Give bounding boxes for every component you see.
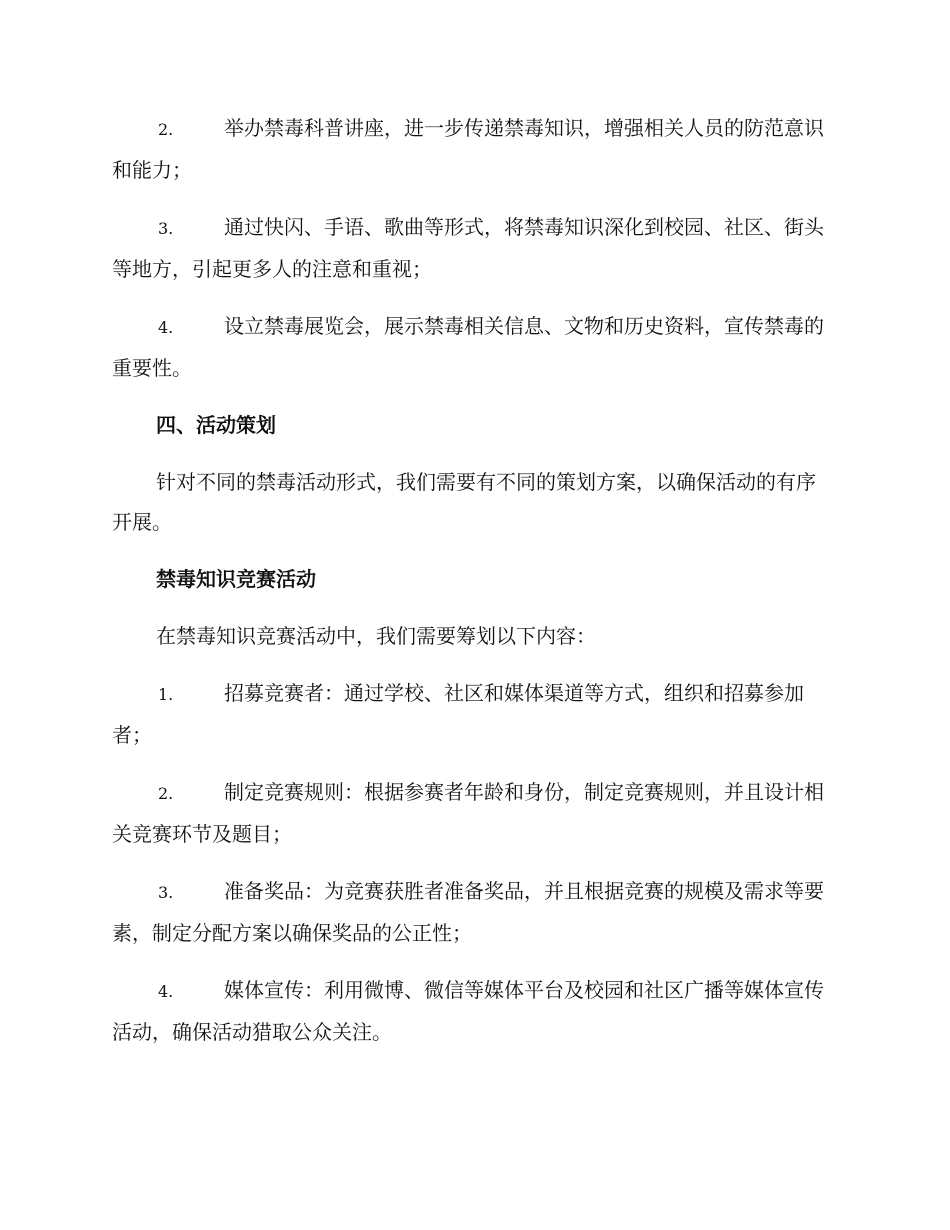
list-item bbox=[112, 772, 834, 854]
list-text: 通过快闪、手语、歌曲等形式，将禁毒知识深化到校园、社区、街头等地方，引起更多人的注意和重视； bbox=[112, 215, 824, 281]
intro-paragraph: 针对不同的禁毒活动形式，我们需要有不同的策划方案，以确保活动的有序开展。 bbox=[112, 470, 816, 534]
list-item bbox=[112, 306, 834, 388]
list-item bbox=[112, 108, 834, 190]
list-item bbox=[112, 871, 834, 953]
sub-heading: 禁毒知识竞赛活动 bbox=[156, 567, 316, 591]
section-heading: 四、活动策划 bbox=[156, 413, 276, 437]
list-text: 设立禁毒展览会，展示禁毒相关信息、文物和历史资料，宣传禁毒的重要性。 bbox=[112, 314, 824, 380]
list-number: 3. bbox=[158, 219, 174, 238]
list-number: 2. bbox=[158, 784, 174, 803]
list-item bbox=[112, 207, 834, 289]
list-number: 4. bbox=[158, 318, 174, 337]
document-body bbox=[112, 108, 834, 1069]
list-number: 1. bbox=[158, 685, 174, 704]
list-text: 举办禁毒科普讲座，进一步传递禁毒知识，增强相关人员的防范意识和能力； bbox=[112, 116, 824, 182]
list-item bbox=[112, 970, 834, 1052]
list-number: 2. bbox=[158, 120, 174, 139]
list-text: 招募竞赛者：通过学校、社区和媒体渠道等方式，组织和招募参加者； bbox=[112, 681, 804, 747]
sub-intro-paragraph: 在禁毒知识竞赛活动中，我们需要筹划以下内容： bbox=[156, 624, 596, 648]
list-number: 3. bbox=[158, 883, 174, 902]
list-number: 4. bbox=[158, 982, 174, 1001]
list-item bbox=[112, 673, 834, 755]
list-text: 制定竞赛规则：根据参赛者年龄和身份，制定竞赛规则，并且设计相关竞赛环节及题目； bbox=[112, 780, 824, 846]
list-text: 媒体宣传：利用微博、微信等媒体平台及校园和社区广播等媒体宣传活动，确保活动猎取公众关注。 bbox=[112, 978, 824, 1044]
list-text: 准备奖品：为竞赛获胜者准备奖品，并且根据竞赛的规模及需求等要素，制定分配方案以确保奖品的公正性； bbox=[112, 879, 824, 945]
